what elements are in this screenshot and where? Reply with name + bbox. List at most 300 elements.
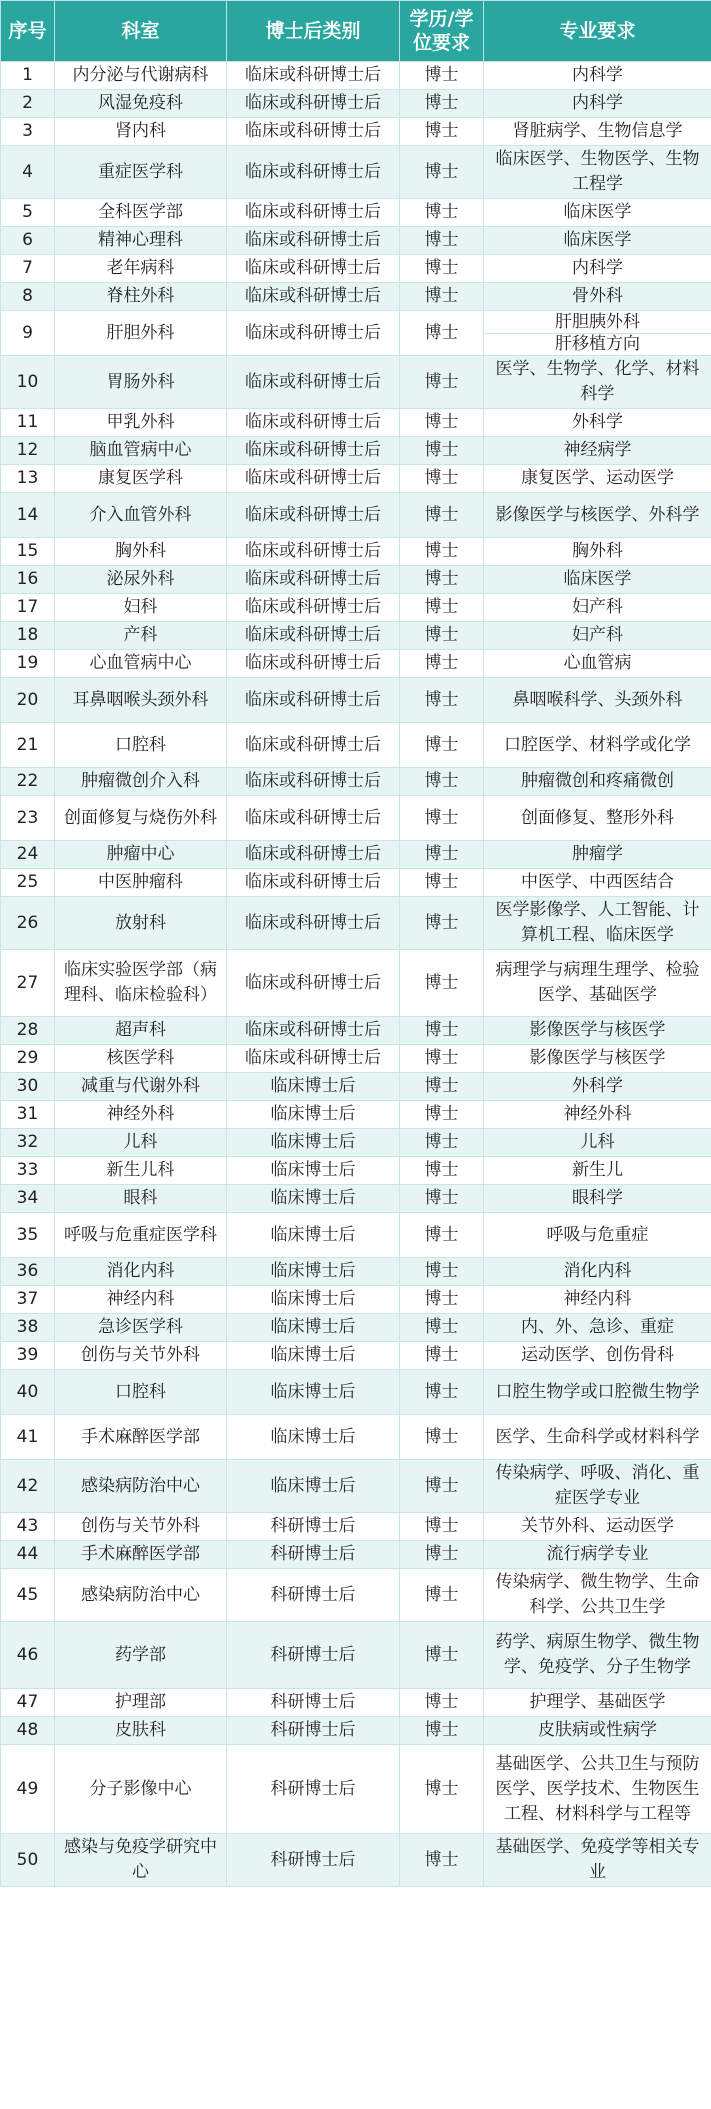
cell-department: 手术麻醉医学部 xyxy=(55,1415,227,1460)
cell-department: 超声科 xyxy=(55,1017,227,1045)
cell-department: 皮肤科 xyxy=(55,1717,227,1745)
cell-postdoc-type: 临床或科研博士后 xyxy=(227,538,400,566)
cell-major: 妇产科 xyxy=(484,622,711,650)
cell-major: 内科学 xyxy=(484,62,711,90)
cell-department: 临床实验医学部（病理科、临床检验科） xyxy=(55,950,227,1017)
table-row xyxy=(1,768,711,796)
cell-index: 18 xyxy=(1,622,55,650)
header-degree: 学历/学位要求 xyxy=(400,1,484,62)
table-row xyxy=(1,622,711,650)
cell-index: 25 xyxy=(1,869,55,897)
cell-postdoc-type: 临床或科研博士后 xyxy=(227,723,400,768)
cell-index: 12 xyxy=(1,437,55,465)
cell-department: 分子影像中心 xyxy=(55,1745,227,1834)
cell-major: 呼吸与危重症 xyxy=(484,1213,711,1258)
cell-index: 17 xyxy=(1,594,55,622)
cell-index: 42 xyxy=(1,1460,55,1513)
cell-index: 44 xyxy=(1,1541,55,1569)
cell-postdoc-type: 科研博士后 xyxy=(227,1834,400,1887)
cell-degree: 博士 xyxy=(400,118,484,146)
cell-department: 感染病防治中心 xyxy=(55,1460,227,1513)
cell-degree: 博士 xyxy=(400,1258,484,1286)
cell-department: 口腔科 xyxy=(55,723,227,768)
cell-index: 11 xyxy=(1,409,55,437)
cell-index: 34 xyxy=(1,1185,55,1213)
cell-postdoc-type: 临床或科研博士后 xyxy=(227,594,400,622)
cell-major: 口腔医学、材料学或化学 xyxy=(484,723,711,768)
header-postdoc-type: 博士后类别 xyxy=(227,1,400,62)
cell-major: 基础医学、免疫学等相关专业 xyxy=(484,1834,711,1887)
cell-degree: 博士 xyxy=(400,796,484,841)
cell-index: 8 xyxy=(1,283,55,311)
cell-major: 神经内科 xyxy=(484,1286,711,1314)
cell-major-line: 肝移植方向 xyxy=(555,333,640,354)
table-row xyxy=(1,1101,711,1129)
cell-department: 感染病防治中心 xyxy=(55,1569,227,1622)
table-row xyxy=(1,1342,711,1370)
cell-department: 精神心理科 xyxy=(55,227,227,255)
cell-department: 康复医学科 xyxy=(55,465,227,493)
table-row xyxy=(1,950,711,1017)
cell-major: 医学、生命科学或材料科学 xyxy=(484,1415,711,1460)
cell-postdoc-type: 临床博士后 xyxy=(227,1129,400,1157)
cell-major: 病理学与病理生理学、检验医学、基础医学 xyxy=(484,950,711,1017)
cell-degree: 博士 xyxy=(400,90,484,118)
cell-degree: 博士 xyxy=(400,1213,484,1258)
table-row xyxy=(1,409,711,437)
cell-major: 内科学 xyxy=(484,90,711,118)
cell-major: 内、外、急诊、重症 xyxy=(484,1314,711,1342)
table-header xyxy=(1,1,711,62)
cell-postdoc-type: 临床博士后 xyxy=(227,1101,400,1129)
cell-degree: 博士 xyxy=(400,1689,484,1717)
table-row xyxy=(1,1745,711,1834)
cell-postdoc-type: 临床博士后 xyxy=(227,1314,400,1342)
table-row xyxy=(1,118,711,146)
cell-degree: 博士 xyxy=(400,1513,484,1541)
cell-index: 7 xyxy=(1,255,55,283)
cell-department: 儿科 xyxy=(55,1129,227,1157)
cell-major: 外科学 xyxy=(484,1073,711,1101)
cell-major: 神经病学 xyxy=(484,437,711,465)
cell-major: 口腔生物学或口腔微生物学 xyxy=(484,1370,711,1415)
cell-department: 消化内科 xyxy=(55,1258,227,1286)
cell-degree: 博士 xyxy=(400,255,484,283)
table-row xyxy=(1,1185,711,1213)
cell-degree: 博士 xyxy=(400,1745,484,1834)
cell-major: 基础医学、公共卫生与预防医学、医学技术、生物医生工程、材料科学与工程等 xyxy=(484,1745,711,1834)
cell-department: 脑血管病中心 xyxy=(55,437,227,465)
header-major: 专业要求 xyxy=(484,1,711,62)
cell-department: 胃肠外科 xyxy=(55,356,227,409)
cell-department: 肾内科 xyxy=(55,118,227,146)
cell-major: 新生儿 xyxy=(484,1157,711,1185)
cell-major: 影像医学与核医学 xyxy=(484,1045,711,1073)
cell-index: 41 xyxy=(1,1415,55,1460)
table-row xyxy=(1,1157,711,1185)
table-row xyxy=(1,199,711,227)
header-department: 科室 xyxy=(55,1,227,62)
cell-department: 创伤与关节外科 xyxy=(55,1342,227,1370)
table-row xyxy=(1,897,711,950)
cell-index: 16 xyxy=(1,566,55,594)
cell-postdoc-type: 科研博士后 xyxy=(227,1622,400,1689)
cell-index: 23 xyxy=(1,796,55,841)
cell-department: 中医肿瘤科 xyxy=(55,869,227,897)
table-row xyxy=(1,1541,711,1569)
cell-postdoc-type: 临床或科研博士后 xyxy=(227,409,400,437)
cell-major: 肿瘤学 xyxy=(484,841,711,869)
cell-department: 全科医学部 xyxy=(55,199,227,227)
table-row xyxy=(1,437,711,465)
cell-major: 皮肤病或性病学 xyxy=(484,1717,711,1745)
cell-postdoc-type: 科研博士后 xyxy=(227,1513,400,1541)
cell-department: 减重与代谢外科 xyxy=(55,1073,227,1101)
cell-major: 眼科学 xyxy=(484,1185,711,1213)
cell-index: 37 xyxy=(1,1286,55,1314)
table-row xyxy=(1,1258,711,1286)
cell-major xyxy=(484,311,711,356)
table-row xyxy=(1,62,711,90)
cell-department: 急诊医学科 xyxy=(55,1314,227,1342)
table-row xyxy=(1,227,711,255)
table-row xyxy=(1,255,711,283)
cell-postdoc-type: 临床或科研博士后 xyxy=(227,869,400,897)
cell-department: 泌尿外科 xyxy=(55,566,227,594)
cell-department: 眼科 xyxy=(55,1185,227,1213)
cell-postdoc-type: 科研博士后 xyxy=(227,1541,400,1569)
table-row xyxy=(1,1415,711,1460)
cell-department: 新生儿科 xyxy=(55,1157,227,1185)
cell-degree: 博士 xyxy=(400,1157,484,1185)
table-row xyxy=(1,1622,711,1689)
cell-postdoc-type: 临床或科研博士后 xyxy=(227,796,400,841)
cell-degree: 博士 xyxy=(400,723,484,768)
table-row xyxy=(1,594,711,622)
cell-index: 46 xyxy=(1,1622,55,1689)
cell-degree: 博士 xyxy=(400,650,484,678)
cell-department: 创面修复与烧伤外科 xyxy=(55,796,227,841)
cell-major-line: 肝胆胰外科 xyxy=(484,312,711,334)
cell-degree: 博士 xyxy=(400,1569,484,1622)
cell-major: 运动医学、创伤骨科 xyxy=(484,1342,711,1370)
cell-degree: 博士 xyxy=(400,1129,484,1157)
cell-department: 产科 xyxy=(55,622,227,650)
cell-department: 内分泌与代谢病科 xyxy=(55,62,227,90)
cell-index: 35 xyxy=(1,1213,55,1258)
table-row xyxy=(1,146,711,199)
cell-major: 流行病学专业 xyxy=(484,1541,711,1569)
cell-major: 影像医学与核医学 xyxy=(484,1017,711,1045)
cell-degree: 博士 xyxy=(400,1834,484,1887)
cell-postdoc-type: 临床或科研博士后 xyxy=(227,356,400,409)
table-row xyxy=(1,90,711,118)
table-row xyxy=(1,650,711,678)
cell-degree: 博士 xyxy=(400,227,484,255)
cell-degree: 博士 xyxy=(400,493,484,538)
cell-index: 27 xyxy=(1,950,55,1017)
cell-department: 肿瘤微创介入科 xyxy=(55,768,227,796)
cell-degree: 博士 xyxy=(400,199,484,227)
cell-major: 临床医学 xyxy=(484,566,711,594)
cell-major: 医学、生物学、化学、材料科学 xyxy=(484,356,711,409)
cell-index: 26 xyxy=(1,897,55,950)
cell-postdoc-type: 临床或科研博士后 xyxy=(227,950,400,1017)
cell-index: 13 xyxy=(1,465,55,493)
cell-index: 1 xyxy=(1,62,55,90)
cell-department: 手术麻醉医学部 xyxy=(55,1541,227,1569)
cell-department: 神经内科 xyxy=(55,1286,227,1314)
cell-index: 24 xyxy=(1,841,55,869)
cell-index: 29 xyxy=(1,1045,55,1073)
cell-postdoc-type: 临床或科研博士后 xyxy=(227,622,400,650)
cell-degree: 博士 xyxy=(400,1045,484,1073)
table-row xyxy=(1,1370,711,1415)
cell-degree: 博士 xyxy=(400,768,484,796)
cell-degree: 博士 xyxy=(400,678,484,723)
table-row xyxy=(1,356,711,409)
cell-index: 36 xyxy=(1,1258,55,1286)
cell-major: 骨外科 xyxy=(484,283,711,311)
cell-index: 20 xyxy=(1,678,55,723)
cell-index: 50 xyxy=(1,1834,55,1887)
cell-department: 脊柱外科 xyxy=(55,283,227,311)
cell-postdoc-type: 临床博士后 xyxy=(227,1342,400,1370)
cell-index: 21 xyxy=(1,723,55,768)
cell-major: 肿瘤微创和疼痛微创 xyxy=(484,768,711,796)
cell-postdoc-type: 临床或科研博士后 xyxy=(227,283,400,311)
table-body xyxy=(1,62,711,1887)
cell-postdoc-type: 临床或科研博士后 xyxy=(227,199,400,227)
cell-major: 传染病学、呼吸、消化、重症医学专业 xyxy=(484,1460,711,1513)
cell-postdoc-type: 临床或科研博士后 xyxy=(227,841,400,869)
cell-major: 儿科 xyxy=(484,1129,711,1157)
table-row xyxy=(1,1129,711,1157)
table-row xyxy=(1,796,711,841)
cell-major: 临床医学 xyxy=(484,199,711,227)
cell-degree: 博士 xyxy=(400,1622,484,1689)
cell-major: 心血管病 xyxy=(484,650,711,678)
cell-degree: 博士 xyxy=(400,1342,484,1370)
cell-degree: 博士 xyxy=(400,538,484,566)
cell-index: 40 xyxy=(1,1370,55,1415)
cell-degree: 博士 xyxy=(400,594,484,622)
cell-postdoc-type: 科研博士后 xyxy=(227,1689,400,1717)
header-index: 序号 xyxy=(1,1,55,62)
cell-department: 风湿免疫科 xyxy=(55,90,227,118)
cell-department: 介入血管外科 xyxy=(55,493,227,538)
table-row xyxy=(1,841,711,869)
cell-postdoc-type: 临床博士后 xyxy=(227,1415,400,1460)
table-row xyxy=(1,311,711,356)
cell-postdoc-type: 临床或科研博士后 xyxy=(227,255,400,283)
cell-major: 创面修复、整形外科 xyxy=(484,796,711,841)
table-row xyxy=(1,465,711,493)
cell-index: 39 xyxy=(1,1342,55,1370)
cell-degree: 博士 xyxy=(400,437,484,465)
cell-index: 6 xyxy=(1,227,55,255)
table-row xyxy=(1,869,711,897)
cell-postdoc-type: 临床或科研博士后 xyxy=(227,90,400,118)
cell-index: 22 xyxy=(1,768,55,796)
cell-major: 临床医学、生物医学、生物工程学 xyxy=(484,146,711,199)
cell-department: 药学部 xyxy=(55,1622,227,1689)
cell-postdoc-type: 临床或科研博士后 xyxy=(227,227,400,255)
cell-major: 临床医学 xyxy=(484,227,711,255)
cell-postdoc-type: 科研博士后 xyxy=(227,1717,400,1745)
cell-postdoc-type: 临床或科研博士后 xyxy=(227,768,400,796)
table-row xyxy=(1,1017,711,1045)
cell-index: 9 xyxy=(1,311,55,356)
cell-department: 妇科 xyxy=(55,594,227,622)
cell-degree: 博士 xyxy=(400,1286,484,1314)
cell-major: 药学、病原生物学、微生物学、免疫学、分子生物学 xyxy=(484,1622,711,1689)
table-row xyxy=(1,283,711,311)
cell-degree: 博士 xyxy=(400,566,484,594)
cell-index: 30 xyxy=(1,1073,55,1101)
table-row xyxy=(1,566,711,594)
cell-index: 49 xyxy=(1,1745,55,1834)
cell-postdoc-type: 临床或科研博士后 xyxy=(227,465,400,493)
table-row xyxy=(1,1213,711,1258)
cell-major: 传染病学、微生物学、生命科学、公共卫生学 xyxy=(484,1569,711,1622)
cell-major: 医学影像学、人工智能、计算机工程、临床医学 xyxy=(484,897,711,950)
cell-index: 31 xyxy=(1,1101,55,1129)
table-row xyxy=(1,1073,711,1101)
table-row xyxy=(1,1834,711,1887)
cell-degree: 博士 xyxy=(400,1541,484,1569)
cell-degree: 博士 xyxy=(400,1370,484,1415)
cell-postdoc-type: 临床或科研博士后 xyxy=(227,678,400,723)
cell-index: 3 xyxy=(1,118,55,146)
cell-index: 14 xyxy=(1,493,55,538)
table-row xyxy=(1,493,711,538)
cell-major: 内科学 xyxy=(484,255,711,283)
cell-postdoc-type: 临床博士后 xyxy=(227,1157,400,1185)
cell-degree: 博士 xyxy=(400,1314,484,1342)
cell-department: 放射科 xyxy=(55,897,227,950)
cell-postdoc-type: 临床或科研博士后 xyxy=(227,62,400,90)
cell-degree: 博士 xyxy=(400,465,484,493)
cell-major: 胸外科 xyxy=(484,538,711,566)
cell-index: 10 xyxy=(1,356,55,409)
table-row xyxy=(1,1569,711,1622)
cell-index: 2 xyxy=(1,90,55,118)
cell-degree: 博士 xyxy=(400,311,484,356)
cell-department: 甲乳外科 xyxy=(55,409,227,437)
cell-department: 老年病科 xyxy=(55,255,227,283)
cell-index: 28 xyxy=(1,1017,55,1045)
cell-postdoc-type: 临床或科研博士后 xyxy=(227,897,400,950)
cell-postdoc-type: 临床或科研博士后 xyxy=(227,118,400,146)
table-row xyxy=(1,1513,711,1541)
cell-department: 口腔科 xyxy=(55,1370,227,1415)
cell-degree: 博士 xyxy=(400,1185,484,1213)
table-row xyxy=(1,723,711,768)
table-row xyxy=(1,538,711,566)
cell-degree: 博士 xyxy=(400,1101,484,1129)
cell-postdoc-type: 临床或科研博士后 xyxy=(227,650,400,678)
cell-department: 心血管病中心 xyxy=(55,650,227,678)
cell-degree: 博士 xyxy=(400,283,484,311)
cell-postdoc-type: 临床博士后 xyxy=(227,1370,400,1415)
cell-major: 鼻咽喉科学、头颈外科 xyxy=(484,678,711,723)
cell-degree: 博士 xyxy=(400,409,484,437)
cell-degree: 博士 xyxy=(400,622,484,650)
cell-postdoc-type: 临床或科研博士后 xyxy=(227,493,400,538)
cell-index: 48 xyxy=(1,1717,55,1745)
cell-index: 47 xyxy=(1,1689,55,1717)
cell-postdoc-type: 临床或科研博士后 xyxy=(227,437,400,465)
cell-major: 关节外科、运动医学 xyxy=(484,1513,711,1541)
cell-index: 38 xyxy=(1,1314,55,1342)
cell-degree: 博士 xyxy=(400,356,484,409)
cell-major: 消化内科 xyxy=(484,1258,711,1286)
cell-department: 护理部 xyxy=(55,1689,227,1717)
cell-department: 感染与免疫学研究中心 xyxy=(55,1834,227,1887)
cell-degree: 博士 xyxy=(400,1017,484,1045)
table-row xyxy=(1,1689,711,1717)
cell-degree: 博士 xyxy=(400,1717,484,1745)
cell-major: 神经外科 xyxy=(484,1101,711,1129)
cell-postdoc-type: 临床或科研博士后 xyxy=(227,311,400,356)
cell-degree: 博士 xyxy=(400,841,484,869)
cell-department: 肿瘤中心 xyxy=(55,841,227,869)
cell-degree: 博士 xyxy=(400,146,484,199)
header-row xyxy=(1,1,711,62)
cell-department: 胸外科 xyxy=(55,538,227,566)
cell-postdoc-type: 科研博士后 xyxy=(227,1569,400,1622)
cell-postdoc-type: 临床博士后 xyxy=(227,1073,400,1101)
cell-index: 19 xyxy=(1,650,55,678)
cell-index: 4 xyxy=(1,146,55,199)
cell-department: 耳鼻咽喉头颈外科 xyxy=(55,678,227,723)
cell-index: 15 xyxy=(1,538,55,566)
cell-index: 32 xyxy=(1,1129,55,1157)
cell-index: 5 xyxy=(1,199,55,227)
cell-postdoc-type: 临床或科研博士后 xyxy=(227,566,400,594)
cell-postdoc-type: 临床博士后 xyxy=(227,1286,400,1314)
table-row xyxy=(1,1314,711,1342)
cell-department: 神经外科 xyxy=(55,1101,227,1129)
cell-postdoc-type: 科研博士后 xyxy=(227,1745,400,1834)
cell-department: 呼吸与危重症医学科 xyxy=(55,1213,227,1258)
cell-postdoc-type: 临床博士后 xyxy=(227,1213,400,1258)
cell-major: 妇产科 xyxy=(484,594,711,622)
cell-major: 影像医学与核医学、外科学 xyxy=(484,493,711,538)
table-row xyxy=(1,1717,711,1745)
cell-index: 45 xyxy=(1,1569,55,1622)
cell-postdoc-type: 临床或科研博士后 xyxy=(227,1045,400,1073)
cell-postdoc-type: 临床或科研博士后 xyxy=(227,1017,400,1045)
cell-department: 创伤与关节外科 xyxy=(55,1513,227,1541)
cell-degree: 博士 xyxy=(400,1415,484,1460)
cell-major: 外科学 xyxy=(484,409,711,437)
cell-degree: 博士 xyxy=(400,869,484,897)
cell-postdoc-type: 临床或科研博士后 xyxy=(227,146,400,199)
cell-department: 肝胆外科 xyxy=(55,311,227,356)
table-row xyxy=(1,678,711,723)
cell-index: 33 xyxy=(1,1157,55,1185)
table-row xyxy=(1,1286,711,1314)
cell-degree: 博士 xyxy=(400,897,484,950)
cell-postdoc-type: 临床博士后 xyxy=(227,1460,400,1513)
cell-postdoc-type: 临床博士后 xyxy=(227,1185,400,1213)
cell-major: 护理学、基础医学 xyxy=(484,1689,711,1717)
table-row xyxy=(1,1045,711,1073)
cell-major: 中医学、中西医结合 xyxy=(484,869,711,897)
cell-department: 核医学科 xyxy=(55,1045,227,1073)
